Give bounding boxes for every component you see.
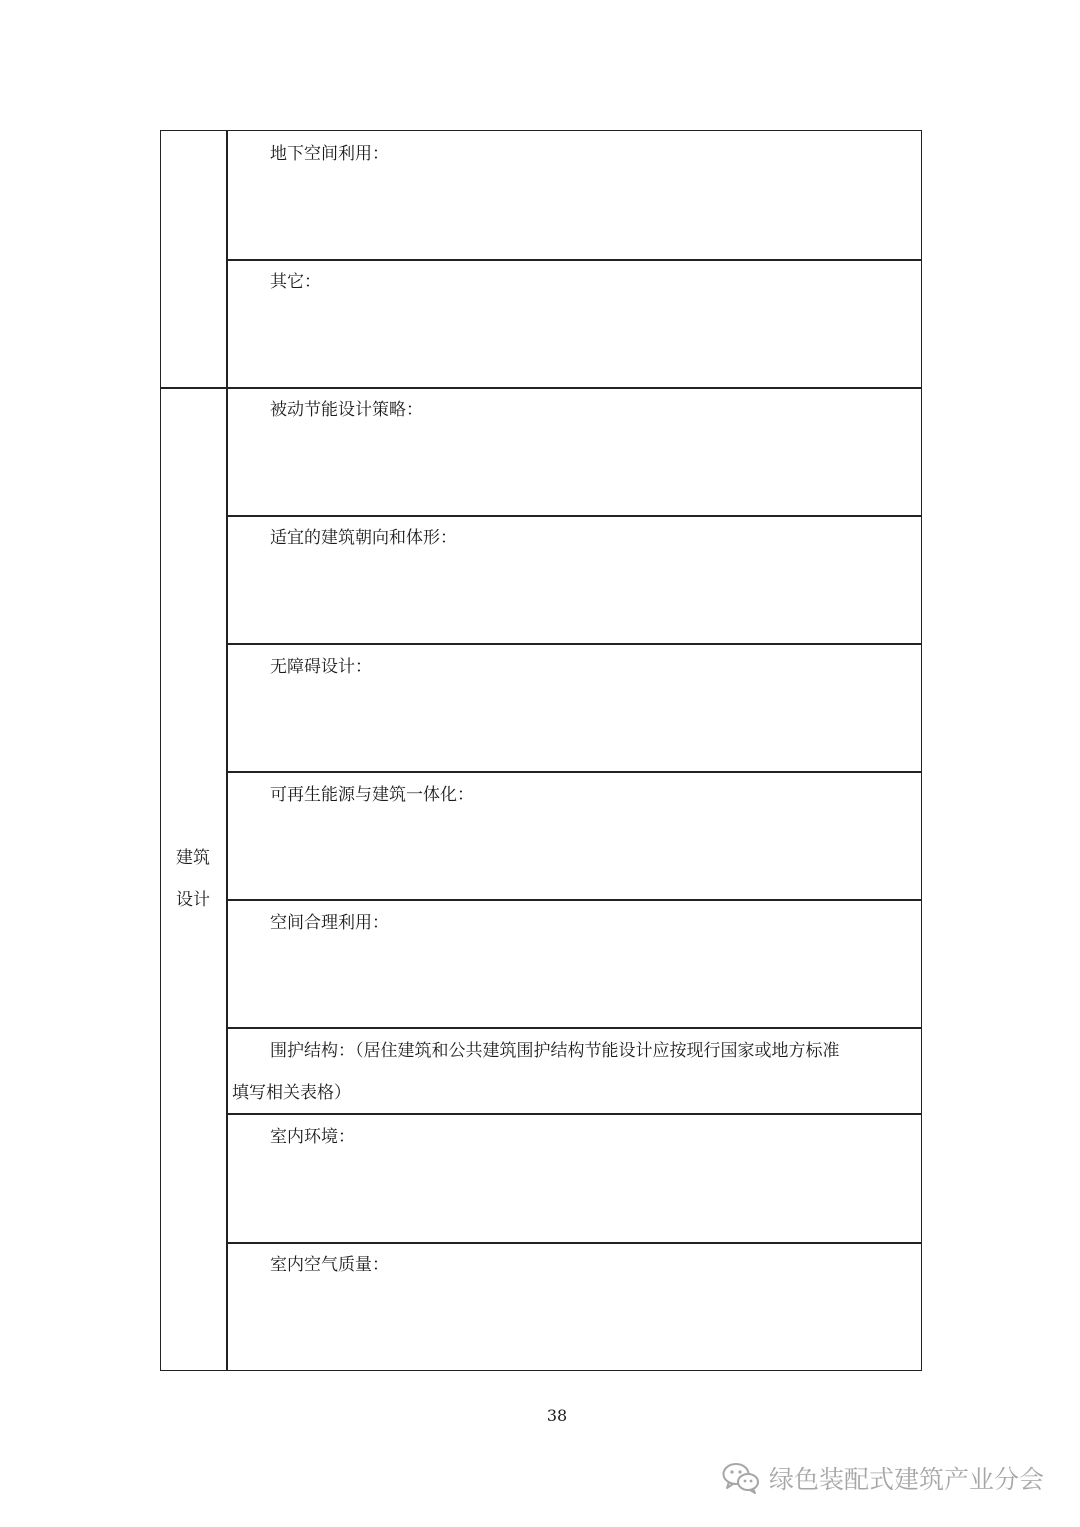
field-label-accessibility: 无障碍设计： [270, 657, 372, 677]
row-divider [226, 1027, 922, 1029]
field-label-envelope: 围护结构：（居住建筑和公共建筑围护结构节能设计应按现行国家或地方标准 [270, 1041, 840, 1061]
field-label-other: 其它： [270, 272, 321, 292]
field-label-underground-space: 地下空间利用： [270, 144, 389, 164]
section-label-architecture-design [160, 837, 226, 921]
field-label-space-use: 空间合理利用： [270, 913, 389, 933]
row-divider [226, 899, 922, 901]
section-divider [160, 387, 922, 389]
wechat-icon [721, 1461, 761, 1495]
field-label-renewable-energy: 可再生能源与建筑一体化： [270, 785, 474, 805]
table-border [160, 130, 922, 1371]
page-number: 38 [546, 1406, 568, 1425]
row-divider [226, 1113, 922, 1115]
row-divider [226, 259, 922, 261]
row-divider [226, 515, 922, 517]
row-divider [226, 771, 922, 773]
watermark [721, 1460, 1044, 1496]
section-label-line: 设计 [176, 890, 210, 910]
field-label-passive-energy: 被动节能设计策略： [270, 400, 423, 420]
section-label-line: 建筑 [176, 848, 210, 868]
row-divider [226, 1242, 922, 1244]
field-label-indoor-air: 室内空气质量： [270, 1255, 389, 1275]
field-label-indoor-environment: 室内环境： [270, 1127, 355, 1147]
watermark-text: 绿色装配式建筑产业分会 [768, 1465, 1044, 1494]
row-divider [226, 643, 922, 645]
column-divider [226, 130, 228, 1371]
field-note-envelope: 填写相关表格） [232, 1083, 351, 1103]
field-label-orientation: 适宜的建筑朝向和体形： [270, 528, 457, 548]
